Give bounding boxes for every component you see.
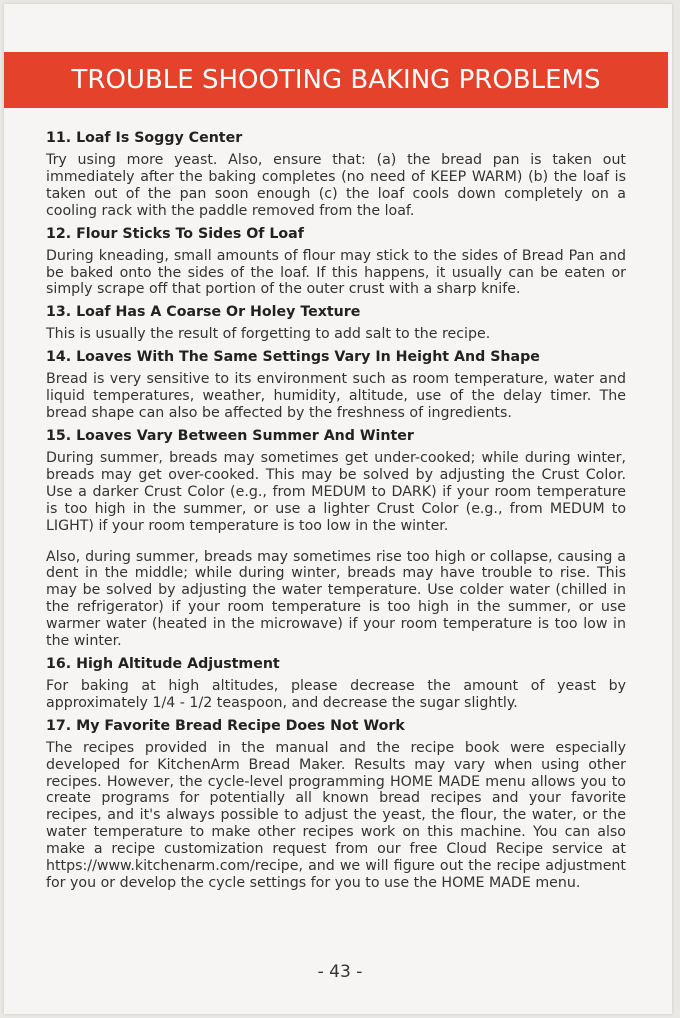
section-paragraph: For baking at high altitudes, please decrease the amount of yeast by approximately 1/4 - 1/2 teaspoon, and decrease the sugar slightly. [46,677,626,711]
section-heading: 15. Loaves Vary Between Summer And Winter [46,427,414,444]
section-heading: 11. Loaf Is Soggy Center [46,130,243,146]
section-paragraph: Bread is very sensitive to its environment such as room temperature, water and liquid temperatures, weather, humidity, altitude, use of the delay timer. The bread shape can also be affected by the freshness of ingredients. [46,371,626,422]
section-14 [46,349,626,422]
section-17 [46,718,626,892]
page-number: - 43 - [317,962,363,982]
section-paragraph: The recipes provided in the manual and the recipe book were especially developed for KitchenArm Bread Maker. Results may vary when using other recipes. However, the cycle-level programming HOME MADE menu allows you to create programs for potentially all known bread recipes and your favorite recipes, and it's always possible to adjust the yeast, the flour, the water, or the water temperature to make other recipes work on this machine. You can also make a recipe customization request from our free Cloud Recipe service at https://www.kitchenarm.com/recipe, and we will figure out the recipe adjustment for you or develop the cycle settings for you to use the HOME MADE menu. [46,739,626,891]
section-paragraph: This is usually the result of forgetting to add salt to the recipe. [46,326,491,343]
content-body [46,130,626,898]
section-16 [46,656,626,712]
section-heading: 13. Loaf Has A Coarse Or Holey Texture [46,304,361,321]
section-paragraph: During summer, breads may sometimes get under-cooked; while during winter, breads may get over-cooked. This may be solved by adjusting the Crust Color. Use a darker Crust Color (e.g., from MEDUM to DARK) if your room temperature is too high in the summer, or use a lighter Crust Color (e.g., from MEDUM to LIGHT) if your room temperature is too low in the winter. [46,449,626,534]
section-heading: 16. High Altitude Adjustment [46,655,280,672]
page-title: TROUBLE SHOOTING BAKING PROBLEMS [71,65,601,95]
section-15 [46,428,626,650]
section-12 [46,226,626,299]
section-paragraph: During kneading, small amounts of flour may stick to the sides of Bread Pan and be baked onto the sides of the loaf. If this happens, it usually can be eaten or simply scrape off that portion of the outer crust with a sharp knife. [46,247,626,298]
section-11 [46,130,626,220]
section-heading: 12. Flour Sticks To Sides Of Loaf [46,225,304,242]
section-heading: 17. My Favorite Bread Recipe Does Not Work [46,717,405,734]
title-banner [4,52,668,108]
section-paragraph: Try using more yeast. Also, ensure that: (a) the bread pan is taken out immediately after the baking completes (no need of KEEP WARM) (b) the loaf is taken out of the pan soon enough (c) the loaf cools down completely on a cooling rack with the paddle removed from the loaf. [46,152,626,219]
section-paragraph: Also, during summer, breads may sometimes rise too high or collapse, causing a dent in the middle; while during winter, breads may have trouble to rise. This may be solved by adjusting the water temperature. Use colder water (chilled in the refrigerator) if your room temperature is too high in the summer, or use warmer water (heated in the microwave) if your room temperature is too low in the winter. [46,548,626,650]
section-heading: 14. Loaves With The Same Settings Vary In Height And Shape [46,349,540,366]
section-13 [46,304,626,343]
